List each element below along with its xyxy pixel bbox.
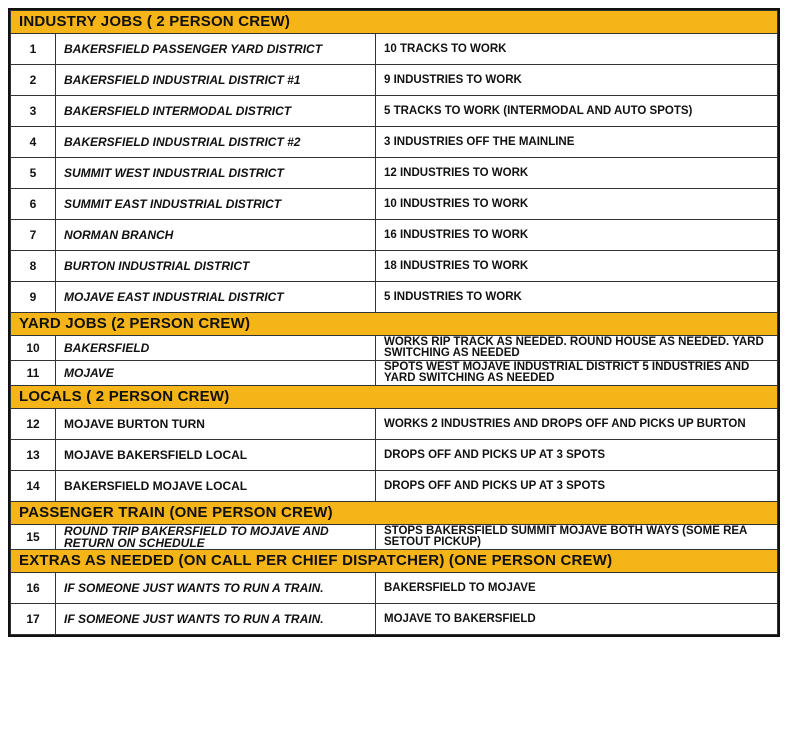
section-title: INDUSTRY JOBS ( 2 PERSON CREW) bbox=[11, 11, 778, 34]
crew-assignment-sheet bbox=[8, 8, 780, 637]
job-number: 8 bbox=[11, 251, 56, 282]
job-name: MOJAVE BURTON TURN bbox=[56, 409, 376, 440]
job-number: 1 bbox=[11, 34, 56, 65]
job-description: DROPS OFF AND PICKS UP AT 3 SPOTS bbox=[376, 440, 778, 471]
job-number: 9 bbox=[11, 282, 56, 313]
table-row bbox=[11, 282, 778, 313]
job-name: MOJAVE BAKERSFIELD LOCAL bbox=[56, 440, 376, 471]
section-title: YARD JOBS (2 PERSON CREW) bbox=[11, 313, 778, 336]
job-name: MOJAVE EAST INDUSTRIAL DISTRICT bbox=[56, 282, 376, 313]
job-name: BURTON INDUSTRIAL DISTRICT bbox=[56, 251, 376, 282]
table-body bbox=[11, 11, 778, 635]
table-row bbox=[11, 34, 778, 65]
job-description: 5 TRACKS TO WORK (INTERMODAL AND AUTO SPOTS) bbox=[376, 96, 778, 127]
table-row bbox=[11, 604, 778, 635]
job-name: NORMAN BRANCH bbox=[56, 220, 376, 251]
section-header bbox=[11, 11, 778, 34]
job-name: IF SOMEONE JUST WANTS TO RUN A TRAIN. bbox=[56, 573, 376, 604]
table-row bbox=[11, 65, 778, 96]
job-description: 10 TRACKS TO WORK bbox=[376, 34, 778, 65]
table-row bbox=[11, 471, 778, 502]
job-number: 6 bbox=[11, 189, 56, 220]
job-description: SPOTS WEST MOJAVE INDUSTRIAL DISTRICT 5 INDUSTRIES AND YARD SWITCHING AS NEEDED bbox=[376, 361, 778, 386]
job-description: 18 INDUSTRIES TO WORK bbox=[376, 251, 778, 282]
job-number: 15 bbox=[11, 525, 56, 550]
job-name: BAKERSFIELD INDUSTRIAL DISTRICT #2 bbox=[56, 127, 376, 158]
job-number: 17 bbox=[11, 604, 56, 635]
table-row bbox=[11, 158, 778, 189]
job-number: 2 bbox=[11, 65, 56, 96]
job-name: MOJAVE bbox=[56, 361, 376, 386]
table-row bbox=[11, 573, 778, 604]
job-description: 5 INDUSTRIES TO WORK bbox=[376, 282, 778, 313]
job-name: IF SOMEONE JUST WANTS TO RUN A TRAIN. bbox=[56, 604, 376, 635]
job-name: BAKERSFIELD INDUSTRIAL DISTRICT #1 bbox=[56, 65, 376, 96]
table-row bbox=[11, 127, 778, 158]
table-row bbox=[11, 409, 778, 440]
job-number: 4 bbox=[11, 127, 56, 158]
job-number: 3 bbox=[11, 96, 56, 127]
job-number: 16 bbox=[11, 573, 56, 604]
job-number: 7 bbox=[11, 220, 56, 251]
job-description: 10 INDUSTRIES TO WORK bbox=[376, 189, 778, 220]
job-name: SUMMIT EAST INDUSTRIAL DISTRICT bbox=[56, 189, 376, 220]
job-name: ROUND TRIP BAKERSFIELD TO MOJAVE AND RETURN ON SCHEDULE bbox=[56, 525, 376, 550]
job-description: 9 INDUSTRIES TO WORK bbox=[376, 65, 778, 96]
table-row bbox=[11, 220, 778, 251]
job-description: 12 INDUSTRIES TO WORK bbox=[376, 158, 778, 189]
job-description: WORKS RIP TRACK AS NEEDED. ROUND HOUSE AS NEEDED. YARD SWITCHING AS NEEDED bbox=[376, 336, 778, 361]
job-name: BAKERSFIELD INTERMODAL DISTRICT bbox=[56, 96, 376, 127]
job-number: 12 bbox=[11, 409, 56, 440]
job-description: STOPS BAKERSFIELD SUMMIT MOJAVE BOTH WAYS (SOME REA SETOUT PICKUP) bbox=[376, 525, 778, 550]
job-description: MOJAVE TO BAKERSFIELD bbox=[376, 604, 778, 635]
job-name: BAKERSFIELD PASSENGER YARD DISTRICT bbox=[56, 34, 376, 65]
job-description: BAKERSFIELD TO MOJAVE bbox=[376, 573, 778, 604]
table-row bbox=[11, 336, 778, 361]
table-row bbox=[11, 361, 778, 386]
job-number: 13 bbox=[11, 440, 56, 471]
job-number: 11 bbox=[11, 361, 56, 386]
table-row bbox=[11, 525, 778, 550]
job-name: BAKERSFIELD bbox=[56, 336, 376, 361]
job-number: 5 bbox=[11, 158, 56, 189]
job-description: 16 INDUSTRIES TO WORK bbox=[376, 220, 778, 251]
section-header bbox=[11, 313, 778, 336]
crew-assignment-table bbox=[10, 10, 778, 635]
section-header bbox=[11, 502, 778, 525]
section-title: LOCALS ( 2 PERSON CREW) bbox=[11, 386, 778, 409]
job-description: 3 INDUSTRIES OFF THE MAINLINE bbox=[376, 127, 778, 158]
job-name: SUMMIT WEST INDUSTRIAL DISTRICT bbox=[56, 158, 376, 189]
section-title: EXTRAS AS NEEDED (ON CALL PER CHIEF DISPATCHER) (ONE PERSON CREW) bbox=[11, 550, 778, 573]
job-number: 10 bbox=[11, 336, 56, 361]
job-description: DROPS OFF AND PICKS UP AT 3 SPOTS bbox=[376, 471, 778, 502]
table-row bbox=[11, 96, 778, 127]
table-row bbox=[11, 251, 778, 282]
job-name: BAKERSFIELD MOJAVE LOCAL bbox=[56, 471, 376, 502]
section-title: PASSENGER TRAIN (ONE PERSON CREW) bbox=[11, 502, 778, 525]
job-number: 14 bbox=[11, 471, 56, 502]
section-header bbox=[11, 386, 778, 409]
job-description: WORKS 2 INDUSTRIES AND DROPS OFF AND PICKS UP BURTON bbox=[376, 409, 778, 440]
section-header bbox=[11, 550, 778, 573]
table-row bbox=[11, 189, 778, 220]
table-row bbox=[11, 440, 778, 471]
